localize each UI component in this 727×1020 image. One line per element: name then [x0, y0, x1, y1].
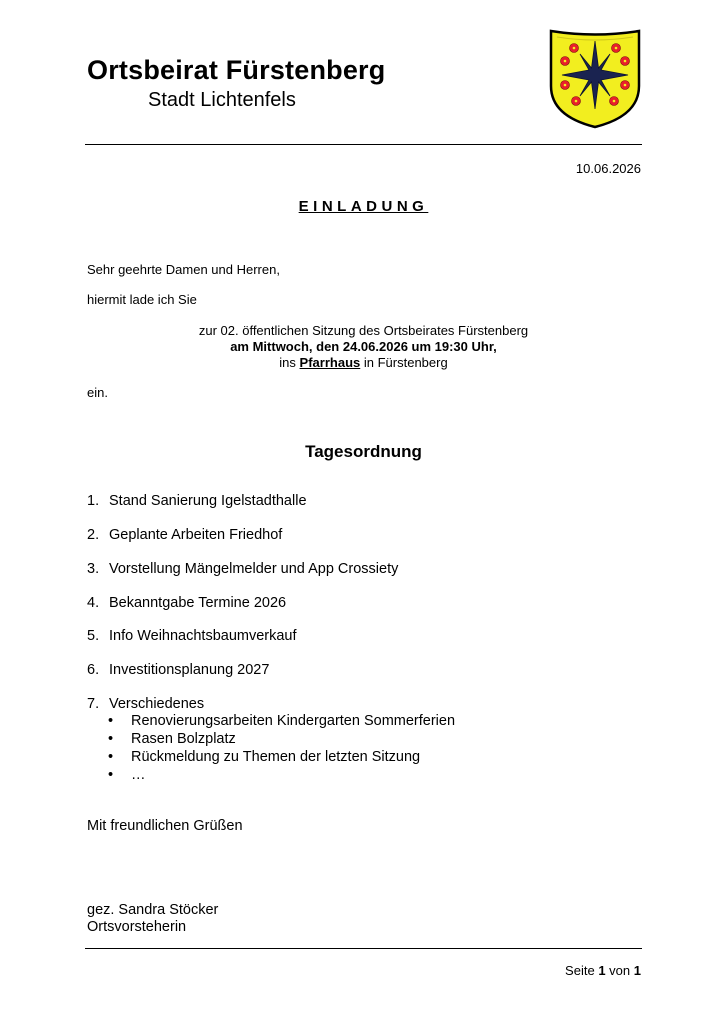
bullet-icon: • [108, 749, 114, 765]
header-divider [85, 144, 642, 145]
agenda-item: 2. Geplante Arbeiten Friedhof [87, 527, 283, 543]
closing-word: ein. [87, 385, 108, 400]
agenda-item: 3. Vorstellung Mängelmelder und App Crossiety [87, 561, 399, 577]
bullet-icon: • [108, 731, 114, 747]
signature-role: Ortsvorsteherin [87, 919, 187, 935]
coat-of-arms-icon [548, 28, 642, 130]
invitation-heading: EINLADUNG [298, 198, 429, 215]
agenda-item: 1. Stand Sanierung Igelstadthalle [87, 493, 307, 509]
meeting-place: Pfarrhaus [299, 355, 361, 370]
signature-name: gez. Sandra Stöcker [87, 902, 219, 918]
meeting-line-2: am Mittwoch, den 24.06.2026 um 19:30 Uhr, [230, 339, 497, 354]
bullet-icon: • [108, 713, 114, 729]
meeting-line-1: zur 02. öffentlichen Sitzung des Ortsbeirates Fürstenberg [198, 323, 529, 338]
agenda-item: 4. Bekanntgabe Termine 2026 [87, 595, 287, 611]
meeting-line-3: ins Pfarrhaus in Fürstenberg [279, 355, 448, 370]
greeting: Mit freundlichen Grüßen [87, 818, 243, 834]
agenda-item: 5. Info Weihnachtsbaumverkauf [87, 628, 297, 644]
letter-date: 10.06.2026 [575, 161, 641, 176]
agenda-title: Tagesordnung [305, 442, 422, 461]
agenda-subitem: • Renovierungsarbeiten Kindergarten Sommerferien [108, 713, 456, 729]
bullet-icon: • [108, 767, 114, 783]
org-title: Ortsbeirat Fürstenberg [87, 55, 386, 85]
salutation: Sehr geehrte Damen und Herren, [87, 262, 280, 277]
agenda-item: 6. Investitionsplanung 2027 [87, 662, 270, 678]
agenda-subitem: • Rückmeldung zu Themen der letzten Sitzung [108, 749, 421, 765]
agenda-subitem: • Rasen Bolzplatz [108, 731, 236, 747]
org-subtitle: Stadt Lichtenfels [148, 89, 296, 111]
agenda-subitem: • … [108, 767, 146, 783]
intro-text: hiermit lade ich Sie [87, 292, 197, 307]
page-number: Seite 1 von 1 [565, 963, 641, 978]
footer-divider [85, 948, 642, 949]
agenda-item: 7. Verschiedenes [87, 696, 205, 712]
